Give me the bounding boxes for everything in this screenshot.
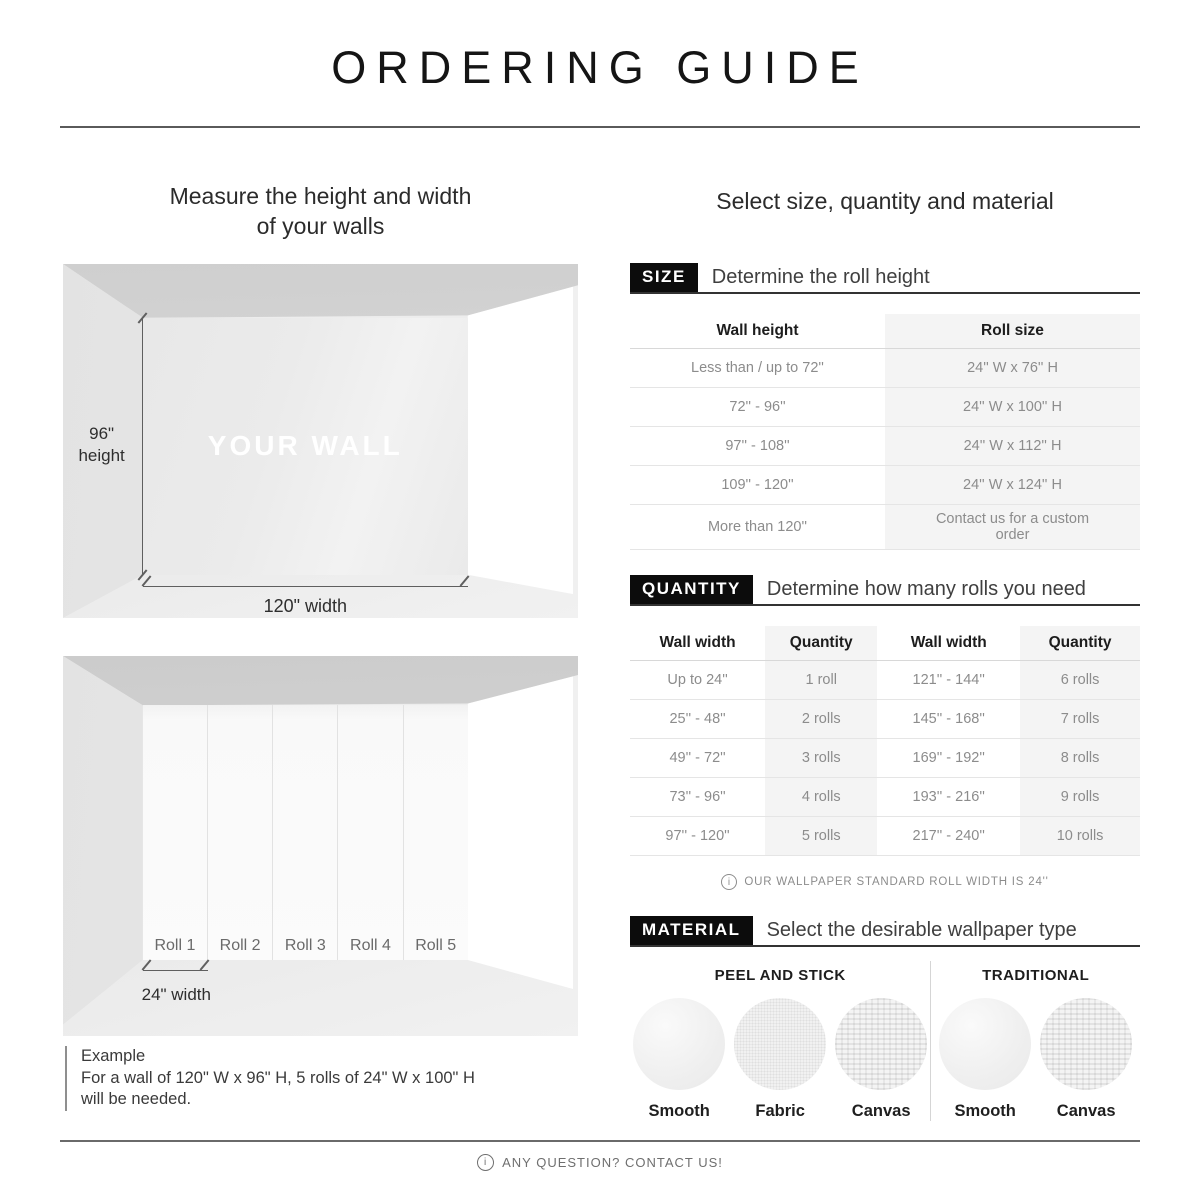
quantity-cell: 10 rolls xyxy=(1020,817,1140,856)
wall-width-cell: 169'' - 192'' xyxy=(912,750,985,766)
table-row xyxy=(630,700,1140,739)
height-value: 96" xyxy=(89,424,115,444)
roll-panel xyxy=(404,705,468,960)
wall-height-cell: 109'' - 120'' xyxy=(721,477,794,493)
roll-size-cell: 24'' W x 100'' H xyxy=(885,388,1140,427)
roll-label: Roll 2 xyxy=(219,936,261,954)
size-table xyxy=(630,314,1140,550)
material-groups xyxy=(630,961,1140,1121)
quantity-cell: 7 rolls xyxy=(1020,700,1140,739)
fabric-texture-circle xyxy=(734,998,826,1090)
swatch-fabric xyxy=(732,998,828,1121)
wall-width-cell: 49'' - 72'' xyxy=(669,750,726,766)
table-row xyxy=(630,349,1140,388)
table-row xyxy=(630,427,1140,466)
roll-label: Roll 5 xyxy=(415,936,457,954)
footer-note xyxy=(0,1154,1200,1171)
group-title: TRADITIONAL xyxy=(982,967,1090,984)
roll-size-cell: Contact us for a custom order xyxy=(885,505,1140,550)
material-caption: Select the desirable wallpaper type xyxy=(766,919,1077,941)
footer-note-text: ANY QUESTION? CONTACT US! xyxy=(502,1155,723,1170)
height-dimension-label xyxy=(63,423,140,467)
footer-divider xyxy=(60,1140,1140,1142)
size-col-header: Wall height xyxy=(716,322,799,339)
size-section xyxy=(630,263,1140,550)
roll-panel xyxy=(338,705,403,960)
smooth-texture-circle xyxy=(633,998,725,1090)
quantity-section xyxy=(630,575,1140,890)
swatch-canvas xyxy=(1038,998,1134,1121)
swatch-row xyxy=(931,998,1140,1121)
quantity-cell: 8 rolls xyxy=(1020,739,1140,778)
info-icon: i xyxy=(477,1154,494,1171)
swatch-row xyxy=(630,998,930,1121)
quantity-cell: 5 rolls xyxy=(765,817,877,856)
quantity-cell: 4 rolls xyxy=(765,778,877,817)
quantity-table xyxy=(630,626,1140,856)
quantity-cell: 6 rolls xyxy=(1020,661,1140,700)
table-row xyxy=(630,817,1140,856)
roll-label: Roll 3 xyxy=(284,936,326,954)
swatch-label: Fabric xyxy=(755,1102,805,1120)
example-block xyxy=(65,1046,475,1111)
wall-width-cell: 217'' - 240'' xyxy=(912,828,985,844)
quantity-col-header: Quantity xyxy=(1020,626,1140,661)
quantity-col-header: Wall width xyxy=(910,634,987,651)
wall-width-cell: 145'' - 168'' xyxy=(912,711,985,727)
width-dimension-line xyxy=(143,586,468,587)
wall-width-cell: 25'' - 48'' xyxy=(669,711,726,727)
roll-width-note-text: OUR WALLPAPER STANDARD ROLL WIDTH IS 24'' xyxy=(744,876,1049,888)
swatch-label: Canvas xyxy=(851,1102,911,1120)
room-illustration-measure xyxy=(63,264,578,618)
table-row xyxy=(630,505,1140,550)
quantity-cell: 9 rolls xyxy=(1020,778,1140,817)
wall-width-cell: 97'' - 120'' xyxy=(665,828,730,844)
swatch-canvas xyxy=(833,998,929,1121)
back-wall-illustration xyxy=(143,318,468,575)
swatch-label: Smooth xyxy=(954,1102,1016,1120)
material-section xyxy=(630,916,1140,1121)
example-line1: For a wall of 120" W x 96" H, 5 rolls of 24" W x 100" H xyxy=(81,1068,475,1087)
table-row xyxy=(630,661,1140,700)
example-line2: will be needed. xyxy=(81,1090,192,1108)
quantity-section-header xyxy=(630,575,1140,606)
roll-panel xyxy=(273,705,338,960)
quantity-cell: 3 rolls xyxy=(765,739,877,778)
left-column-heading xyxy=(63,181,578,241)
material-section-header xyxy=(630,916,1140,947)
swatch-label: Canvas xyxy=(1056,1102,1116,1120)
wall-height-cell: 97'' - 108'' xyxy=(725,438,790,454)
group-title: PEEL AND STICK xyxy=(714,967,846,984)
example-title: Example xyxy=(81,1047,146,1065)
quantity-caption: Determine how many rolls you need xyxy=(766,578,1086,600)
wall-height-cell: Less than / up to 72'' xyxy=(691,360,824,376)
roll-label: Roll 1 xyxy=(154,936,196,954)
wall-width-cell: 193'' - 216'' xyxy=(912,789,985,805)
table-row xyxy=(630,778,1140,817)
top-divider xyxy=(60,126,1140,128)
size-col-header: Roll size xyxy=(885,314,1140,349)
material-badge: MATERIAL xyxy=(630,916,753,945)
height-word: height xyxy=(78,446,125,466)
quantity-cell: 1 roll xyxy=(765,661,877,700)
table-row xyxy=(630,466,1140,505)
swatch-smooth xyxy=(631,998,727,1121)
roll-width-dimension-label: 24" width xyxy=(141,984,211,1004)
canvas-texture-circle xyxy=(835,998,927,1090)
height-dimension-line xyxy=(142,318,143,575)
size-section-header xyxy=(630,263,1140,294)
left-heading-line2: of your walls xyxy=(256,213,385,239)
canvas-texture-circle xyxy=(1040,998,1132,1090)
roll-label: Roll 4 xyxy=(350,936,391,954)
left-heading-line1: Measure the height and width xyxy=(169,183,472,209)
roll-panel xyxy=(143,705,208,960)
swatch-label: Smooth xyxy=(648,1102,710,1120)
room-illustration-rolls xyxy=(63,656,578,1036)
material-group-peel-and-stick xyxy=(630,961,930,1121)
roll-size-cell: 24'' W x 124'' H xyxy=(885,466,1140,505)
quantity-badge: QUANTITY xyxy=(630,575,753,604)
table-row xyxy=(630,388,1140,427)
smooth-texture-circle xyxy=(939,998,1031,1090)
wall-height-cell: More than 120'' xyxy=(707,519,808,535)
material-group-traditional xyxy=(930,961,1140,1121)
wall-height-cell: 72'' - 96'' xyxy=(729,399,786,415)
swatch-smooth xyxy=(937,998,1033,1121)
wall-width-cell: 73'' - 96'' xyxy=(669,789,726,805)
roll-panel xyxy=(208,705,273,960)
roll-width-note xyxy=(630,874,1140,890)
info-icon: i xyxy=(721,874,737,890)
size-badge: SIZE xyxy=(630,263,698,292)
quantity-col-header: Quantity xyxy=(765,626,877,661)
size-caption: Determine the roll height xyxy=(711,266,930,288)
your-wall-label: YOUR WALL xyxy=(207,430,403,462)
table-row xyxy=(630,739,1140,778)
wall-width-cell: Up to 24'' xyxy=(667,672,728,688)
roll-size-cell: 24'' W x 112'' H xyxy=(885,427,1140,466)
width-dimension-label: 120" width xyxy=(263,596,348,617)
roll-width-dimension-line xyxy=(143,970,208,971)
quantity-cell: 2 rolls xyxy=(765,700,877,739)
right-column-heading: Select size, quantity and material xyxy=(716,188,1054,214)
roll-size-cell: 24'' W x 76'' H xyxy=(885,349,1140,388)
roll-panels xyxy=(143,705,468,960)
quantity-col-header: Wall width xyxy=(659,634,736,651)
page-title: ORDERING GUIDE xyxy=(331,42,869,93)
wall-width-cell: 121'' - 144'' xyxy=(912,672,985,688)
